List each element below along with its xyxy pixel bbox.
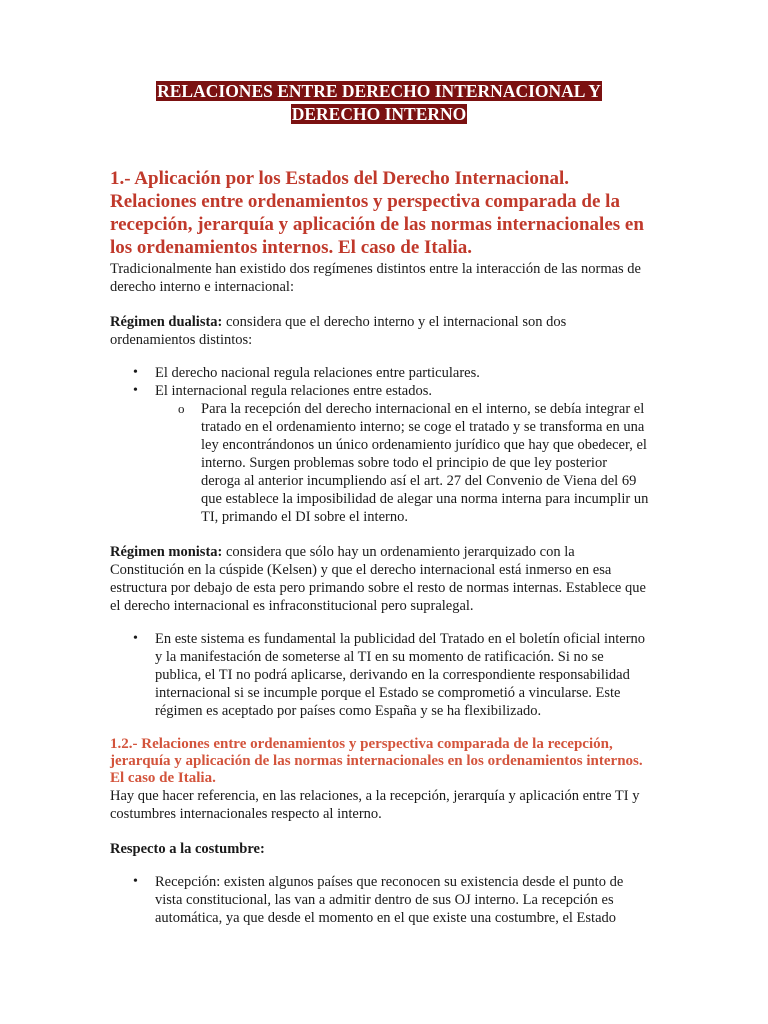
section-1-intro: Tradicionalmente han existido dos regímenes distintos entre la interacción de las normas de derecho interno e internacional:: [110, 261, 641, 295]
monista-text: considera que sólo hay un ordenamiento jerarquizado con la Constitución en la cúspide (Kelsen) y que el derecho internacional está inmerso en esa estructura por debajo de esta pero primando sobre el resto de normas internas. Establece que el derecho internacional es infraconstitucional pero supralegal.: [110, 544, 646, 614]
section-1-2-heading: 1.2.- Relaciones entre ordenamientos y perspectiva comparada de la recepción, jerarquía y aplicación de las normas internacionales en los ordenamientos internos. El caso de Italia.: [110, 736, 643, 786]
bullet-icon: •: [133, 874, 138, 889]
document-title: [108, 80, 650, 126]
costumbre-title: Respecto a la costumbre:: [110, 841, 265, 857]
dualista-list: [110, 364, 650, 526]
list-item-text: El derecho nacional regula relaciones entre particulares.: [155, 365, 480, 381]
costumbre-list: [110, 873, 650, 927]
dualista-text: considera que el derecho interno y el internacional son dos ordenamientos distintos:: [110, 314, 567, 348]
title-line-2: DERECHO INTERNO: [291, 104, 467, 124]
title-line-1: RELACIONES ENTRE DERECHO INTERNACIONAL Y: [157, 81, 601, 101]
section-1-2-intro: Hay que hacer referencia, en las relaciones, a la recepción, jerarquía y aplicación entre TI y costumbres internacionales respecto al interno.: [110, 788, 640, 822]
monista-paragraph: [110, 543, 650, 615]
list-item-text: El internacional regula relaciones entre estados.: [155, 383, 432, 399]
bullet-icon: •: [133, 631, 138, 646]
list-item: [110, 382, 650, 526]
list-item-text: En este sistema es fundamental la publicidad del Tratado en el boletín oficial interno y la manifestación de someterse al TI en su momento de ratificación. Si no se publica, el TI no podrá aplicarse, derivando en la correspondiente responsabilidad internacional si se incumple porque el Estado se comprometió a vincularse. Este régimen es aceptado por países como España y se ha flexibilizado.: [155, 631, 646, 719]
circle-bullet-icon: o: [178, 401, 185, 416]
bullet-icon: •: [133, 383, 138, 398]
document-body: [110, 80, 650, 927]
dualista-paragraph: [110, 313, 650, 349]
dualista-label: Régimen dualista:: [110, 314, 223, 330]
monista-list: [110, 630, 650, 720]
sub-list-item: [110, 400, 650, 526]
section-1-heading: 1.- Aplicación por los Estados del Derecho Internacional. Relaciones entre ordenamientos y perspectiva comparada de la recepción, jerarquía y aplicación de las normas internacionales en los ordenamientos internos. El caso de Italia.: [110, 168, 644, 258]
dualista-sublist: [155, 400, 650, 526]
list-item: [110, 364, 650, 382]
sub-list-item-text: Para la recepción del derecho internacional en el interno, se debía integrar el tratado en el ordenamiento interno; se coge el tratado y se transforma en una ley encontrándonos un único ordenamiento jurídico que hay que obedecer, el interno. Surgen problemas sobre todo el principio de que ley posterior deroga al anterior incumpliendo así el art. 27 del Convenio de Viena del 69 que establece la imposibilidad de alegar una norma interna para incumplir un TI, primando el DI sobre el interno.: [201, 401, 649, 525]
list-item: [110, 873, 650, 927]
bullet-icon: •: [133, 365, 138, 380]
monista-label: Régimen monista:: [110, 544, 223, 560]
list-item-text: Recepción: existen algunos países que reconocen su existencia desde el punto de vista constitucional, las van a admitir dentro de sus OJ interno. La recepción es automática, ya que desde el momento en el que existe una costumbre, el Estado: [155, 874, 624, 926]
list-item: [110, 630, 650, 720]
